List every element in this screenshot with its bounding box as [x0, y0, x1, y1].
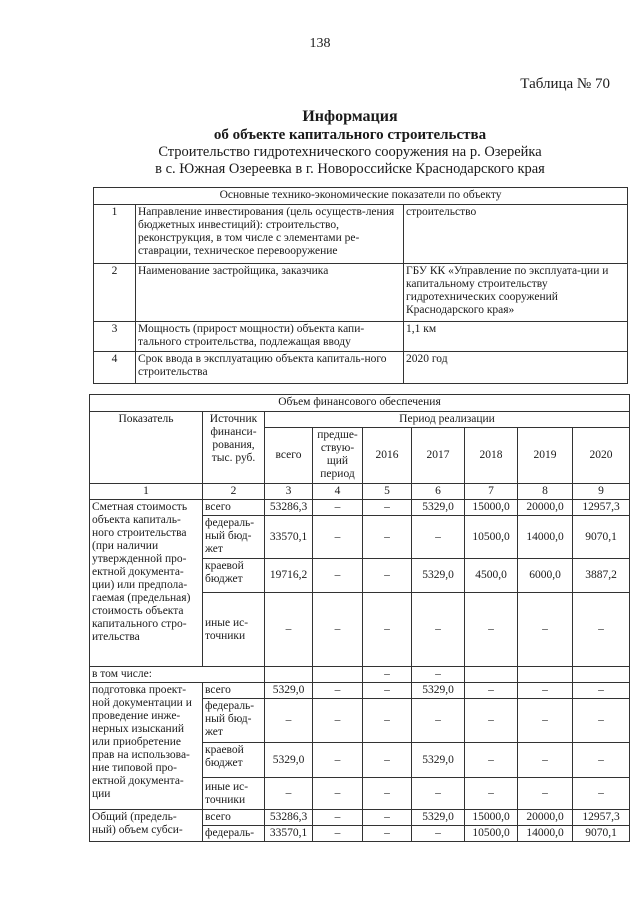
value-cell: 14000,0 — [518, 516, 573, 559]
col-prev: предше-ствую-щий период — [313, 428, 363, 484]
colnum: 7 — [465, 484, 518, 500]
value-cell: – — [363, 778, 412, 810]
info-row-label: Мощность (прирост мощности) объекта капи-тального строительства, подлежащая вводу — [136, 322, 404, 352]
value-cell: 5329,0 — [265, 743, 313, 778]
value-cell: – — [313, 683, 363, 699]
value-cell: – — [363, 667, 412, 683]
source-label: федераль-ный бюд-жет — [203, 699, 265, 743]
object-name-line1: Строительство гидротехнического сооружения на р. Озерейка — [158, 144, 542, 160]
value-cell: 3887,2 — [573, 559, 630, 593]
source-label: иные ис-точники — [203, 778, 265, 810]
info-row-num: 3 — [94, 322, 136, 352]
value-cell: 6000,0 — [518, 559, 573, 593]
value-cell: 5329,0 — [412, 559, 465, 593]
value-cell: 20000,0 — [518, 810, 573, 826]
source-label: всего — [203, 500, 265, 516]
colnum: 3 — [265, 484, 313, 500]
value-cell: 15000,0 — [465, 500, 518, 516]
value-cell: – — [518, 743, 573, 778]
value-cell: – — [573, 593, 630, 667]
value-cell: 14000,0 — [518, 826, 573, 842]
value-cell: – — [363, 559, 412, 593]
value-cell: 20000,0 — [518, 500, 573, 516]
colnum: 1 — [90, 484, 203, 500]
value-cell: – — [313, 500, 363, 516]
value-cell: 19716,2 — [265, 559, 313, 593]
value-cell: 5329,0 — [412, 743, 465, 778]
empty-cell — [313, 667, 363, 683]
value-cell: – — [313, 699, 363, 743]
value-cell: 5329,0 — [412, 683, 465, 699]
col-year: 2019 — [518, 428, 573, 484]
value-cell: – — [518, 593, 573, 667]
col-year: 2018 — [465, 428, 518, 484]
value-cell: – — [412, 826, 465, 842]
value-cell: – — [518, 778, 573, 810]
value-cell: – — [465, 778, 518, 810]
value-cell: – — [313, 593, 363, 667]
value-cell: – — [573, 699, 630, 743]
value-cell: 10500,0 — [465, 516, 518, 559]
incl-label: в том числе: — [90, 667, 265, 683]
indicator-label: подготовка проект-ной документации и проведение инже-нерных изысканий или приобретение прав на использова-ние типовой про-ектной документа-ции — [90, 683, 203, 810]
value-cell: 9070,1 — [573, 826, 630, 842]
value-cell: 4500,0 — [465, 559, 518, 593]
value-cell: 53286,3 — [265, 500, 313, 516]
value-cell: 33570,1 — [265, 516, 313, 559]
fin-header: Объем финансового обеспечения — [90, 395, 630, 412]
colnum: 5 — [363, 484, 412, 500]
doc-subtitle: об объекте капитального строительства — [213, 127, 487, 143]
value-cell: – — [363, 699, 412, 743]
value-cell: – — [465, 593, 518, 667]
value-cell: – — [313, 810, 363, 826]
info-row-value: строительство — [404, 205, 628, 264]
value-cell: – — [412, 778, 465, 810]
info-row-num: 4 — [94, 352, 136, 384]
value-cell: – — [363, 810, 412, 826]
info-row-value: ГБУ КК «Управление по эксплуата-ции и капитальному строительству гидротехнических сооружений Краснодарского края» — [404, 264, 628, 322]
value-cell: – — [363, 516, 412, 559]
table-label: Таблица № 70 — [520, 76, 610, 92]
value-cell: – — [363, 593, 412, 667]
value-cell: – — [412, 667, 465, 683]
colnum: 9 — [573, 484, 630, 500]
value-cell: – — [313, 778, 363, 810]
value-cell: – — [313, 559, 363, 593]
value-cell: 33570,1 — [265, 826, 313, 842]
page-number: 138 — [309, 36, 331, 51]
colnum: 8 — [518, 484, 573, 500]
value-cell: – — [265, 593, 313, 667]
value-cell: – — [412, 516, 465, 559]
info-row-label: Направление инвестирования (цель осуществ-ления бюджетных инвестиций): строительство, реконструкция, в том числе с элементами ре-ставрации, техническое перевооружение — [136, 205, 404, 264]
source-label: иные ис-точники — [203, 593, 265, 667]
col-total: всего — [265, 428, 313, 484]
source-label: всего — [203, 810, 265, 826]
value-cell: 5329,0 — [412, 810, 465, 826]
value-cell: – — [363, 826, 412, 842]
col-year: 2020 — [573, 428, 630, 484]
info-row-value: 2020 год — [404, 352, 628, 384]
value-cell: 5329,0 — [412, 500, 465, 516]
indicator-label: Общий (предель-ный) объем субси- — [90, 810, 203, 842]
info-row-num: 2 — [94, 264, 136, 322]
value-cell: – — [573, 778, 630, 810]
indicator-label: Сметная стоимость объекта капиталь-ного строительства (при наличии утвержденной про-ектной документа-ции) или предпола-гаемая (предельная) стоимость объекта капитального стро-ительства — [90, 500, 203, 667]
value-cell: 5329,0 — [265, 683, 313, 699]
empty-cell — [573, 667, 630, 683]
source-label: всего — [203, 683, 265, 699]
value-cell: 9070,1 — [573, 516, 630, 559]
value-cell: – — [412, 699, 465, 743]
colnum: 6 — [412, 484, 465, 500]
col-indicator: Показатель — [90, 412, 203, 484]
value-cell: – — [265, 699, 313, 743]
value-cell: 12957,3 — [573, 810, 630, 826]
doc-title: Информация — [302, 108, 398, 125]
value-cell: – — [313, 826, 363, 842]
value-cell: – — [313, 516, 363, 559]
value-cell: 53286,3 — [265, 810, 313, 826]
info-row-label: Срок ввода в эксплуатацию объекта капиталь-ного строительства — [136, 352, 404, 384]
value-cell: 12957,3 — [573, 500, 630, 516]
object-name-line2: в с. Южная Озереевка в г. Новороссийске Краснодарского края — [155, 161, 545, 177]
source-label: краевой бюджет — [203, 743, 265, 778]
value-cell: – — [412, 593, 465, 667]
col-year: 2017 — [412, 428, 465, 484]
value-cell: – — [465, 683, 518, 699]
value-cell: – — [465, 699, 518, 743]
value-cell: – — [518, 683, 573, 699]
value-cell: 15000,0 — [465, 810, 518, 826]
value-cell: – — [465, 743, 518, 778]
value-cell: 10500,0 — [465, 826, 518, 842]
info-table — [93, 187, 628, 384]
source-label: федераль-ный бюд-жет — [203, 516, 265, 559]
colnum: 2 — [203, 484, 265, 500]
empty-cell — [265, 667, 313, 683]
info-header: Основные технико-экономические показатели по объекту — [94, 188, 628, 205]
source-label: краевой бюджет — [203, 559, 265, 593]
value-cell: – — [363, 500, 412, 516]
value-cell: – — [518, 699, 573, 743]
col-source: Источник финанси-рования, тыс. руб. — [203, 412, 265, 484]
value-cell: – — [363, 683, 412, 699]
finance-table — [89, 394, 630, 842]
info-row-label: Наименование застройщика, заказчика — [136, 264, 404, 322]
value-cell: – — [573, 683, 630, 699]
colnum: 4 — [313, 484, 363, 500]
info-row-num: 1 — [94, 205, 136, 264]
value-cell: – — [265, 778, 313, 810]
info-row-value: 1,1 км — [404, 322, 628, 352]
empty-cell — [465, 667, 518, 683]
value-cell: – — [573, 743, 630, 778]
source-label: федераль- — [203, 826, 265, 842]
col-year: 2016 — [363, 428, 412, 484]
col-period: Период реализации — [265, 412, 630, 428]
value-cell: – — [363, 743, 412, 778]
empty-cell — [518, 667, 573, 683]
value-cell: – — [313, 743, 363, 778]
